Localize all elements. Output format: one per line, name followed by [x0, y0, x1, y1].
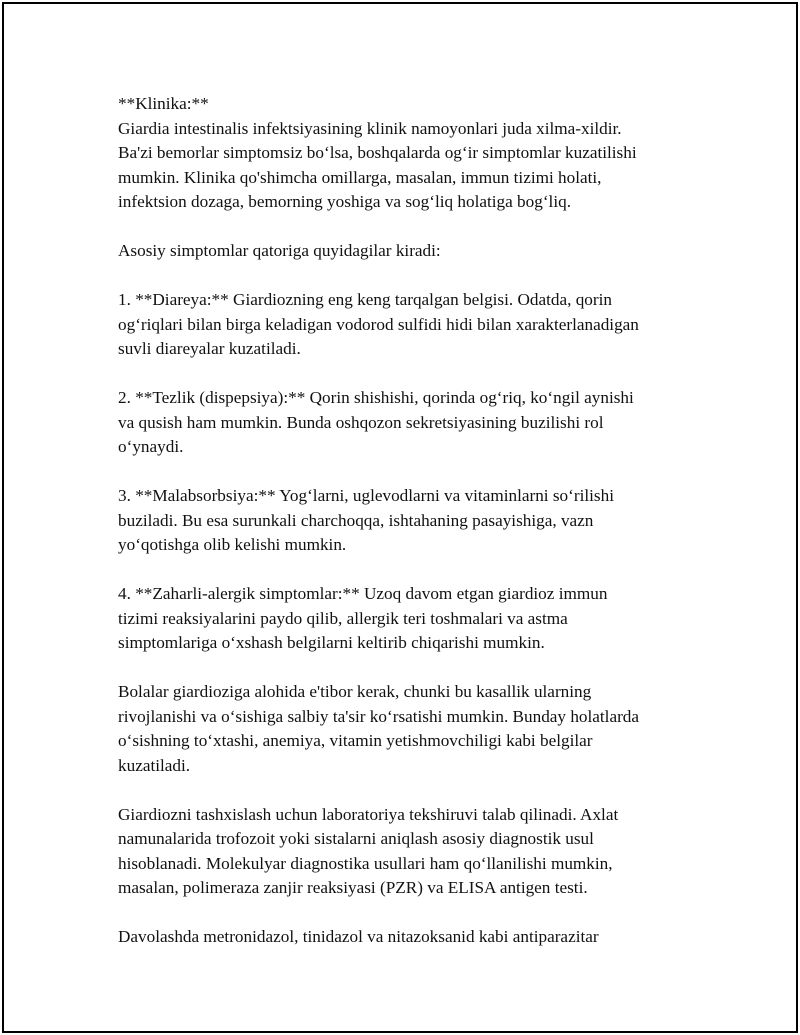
text-line: o‘sishning to‘xtashi, anemiya, vitamin yetishmovchiligi kabi belgilar — [118, 731, 593, 750]
text-line: Asosiy simptomlar qatoriga quyidagilar kiradi: — [118, 241, 441, 260]
text-line: 1. **Diareya:** Giardiozning eng keng tarqalgan belgisi. Odatda, qorin — [118, 290, 612, 309]
text-line: yo‘qotishga olib kelishi mumkin. — [118, 535, 347, 554]
text-line: hisoblanadi. Molekulyar diagnostika usullari ham qo‘llanilishi mumkin, — [118, 853, 613, 873]
paragraph-item-4-toxic-allergic — [118, 582, 698, 656]
text-line: rivojlanishi va o‘sishiga salbiy ta'sir ko‘rsatishi mumkin. Bunday holatlarda — [118, 706, 640, 726]
text-line: kuzatiladi. — [118, 755, 191, 775]
text-line: Davolashda metronidazol, tinidazol va nitazoksanid kabi antiparazitar — [118, 927, 599, 946]
text-line: simptomlariga o‘xshash belgilarni keltirib chiqarishi mumkin. — [118, 633, 545, 652]
text-line: buziladi. Bu esa surunkali charchoqqa, ishtahaning pasayishiga, vazn — [118, 510, 594, 530]
document-body — [118, 92, 698, 974]
text-line: namunalarida trofozoit yoki sistalarni aniqlash asosiy diagnostik usul — [118, 829, 594, 848]
text-line: Ba'zi bemorlar simptomsiz bo‘lsa, boshqalarda og‘ir simptomlar kuzatilishi — [118, 143, 637, 162]
text-line: masalan, polimeraza zanjir reaksiyasi (PZR) va ELISA antigen testi. — [118, 878, 588, 897]
text-line: suvli diareyalar kuzatiladi. — [118, 339, 301, 358]
text-line: va qusish ham mumkin. Bunda oshqozon sekretsiyasining buzilishi rol — [118, 412, 604, 432]
text-line: **Klinika:** — [118, 94, 209, 113]
text-line: tizimi reaksiyalarini paydo qilib, allergik teri toshmalari va astma — [118, 608, 568, 628]
paragraph-item-1-diarrhea — [118, 288, 698, 362]
paragraph-item-2-dyspepsia — [118, 386, 698, 460]
text-line: o‘ynaydi. — [118, 437, 184, 456]
text-line: Giardia intestinalis infektsiyasining klinik namoyonlari juda xilma-xildir. — [118, 118, 622, 138]
text-line: 2. **Tezlik (dispepsiya):** Qorin shishishi, qorinda og‘riq, ko‘ngil aynishi — [118, 388, 634, 407]
paragraph-symptoms-lead — [118, 239, 698, 264]
paragraph-diagnosis — [118, 803, 698, 901]
text-line: mumkin. Klinika qo'shimcha omillarga, masalan, immun tizimi holati, — [118, 167, 602, 187]
paragraph-children — [118, 680, 698, 778]
text-line: 4. **Zaharli-alergik simptomlar:** Uzoq davom etgan giardioz immun — [118, 584, 608, 603]
text-line: Bolalar giardioziga alohida e'tibor kerak, chunki bu kasallik ularning — [118, 682, 592, 701]
paragraph-clinic-intro — [118, 92, 698, 215]
text-line: 3. **Malabsorbsiya:** Yog‘larni, uglevodlarni va vitaminlarni so‘rilishi — [118, 486, 614, 505]
paragraph-treatment — [118, 925, 698, 950]
paragraph-item-3-malabsorption — [118, 484, 698, 558]
text-line: infektsion dozaga, bemorning yoshiga va sog‘liq holatiga bog‘liq. — [118, 192, 571, 211]
text-line: og‘riqlari bilan birga keladigan vodorod sulfidi hidi bilan xarakterlanadigan — [118, 314, 639, 334]
text-line: Giardiozni tashxislash uchun laboratoriya tekshiruvi talab qilinadi. Axlat — [118, 804, 619, 824]
